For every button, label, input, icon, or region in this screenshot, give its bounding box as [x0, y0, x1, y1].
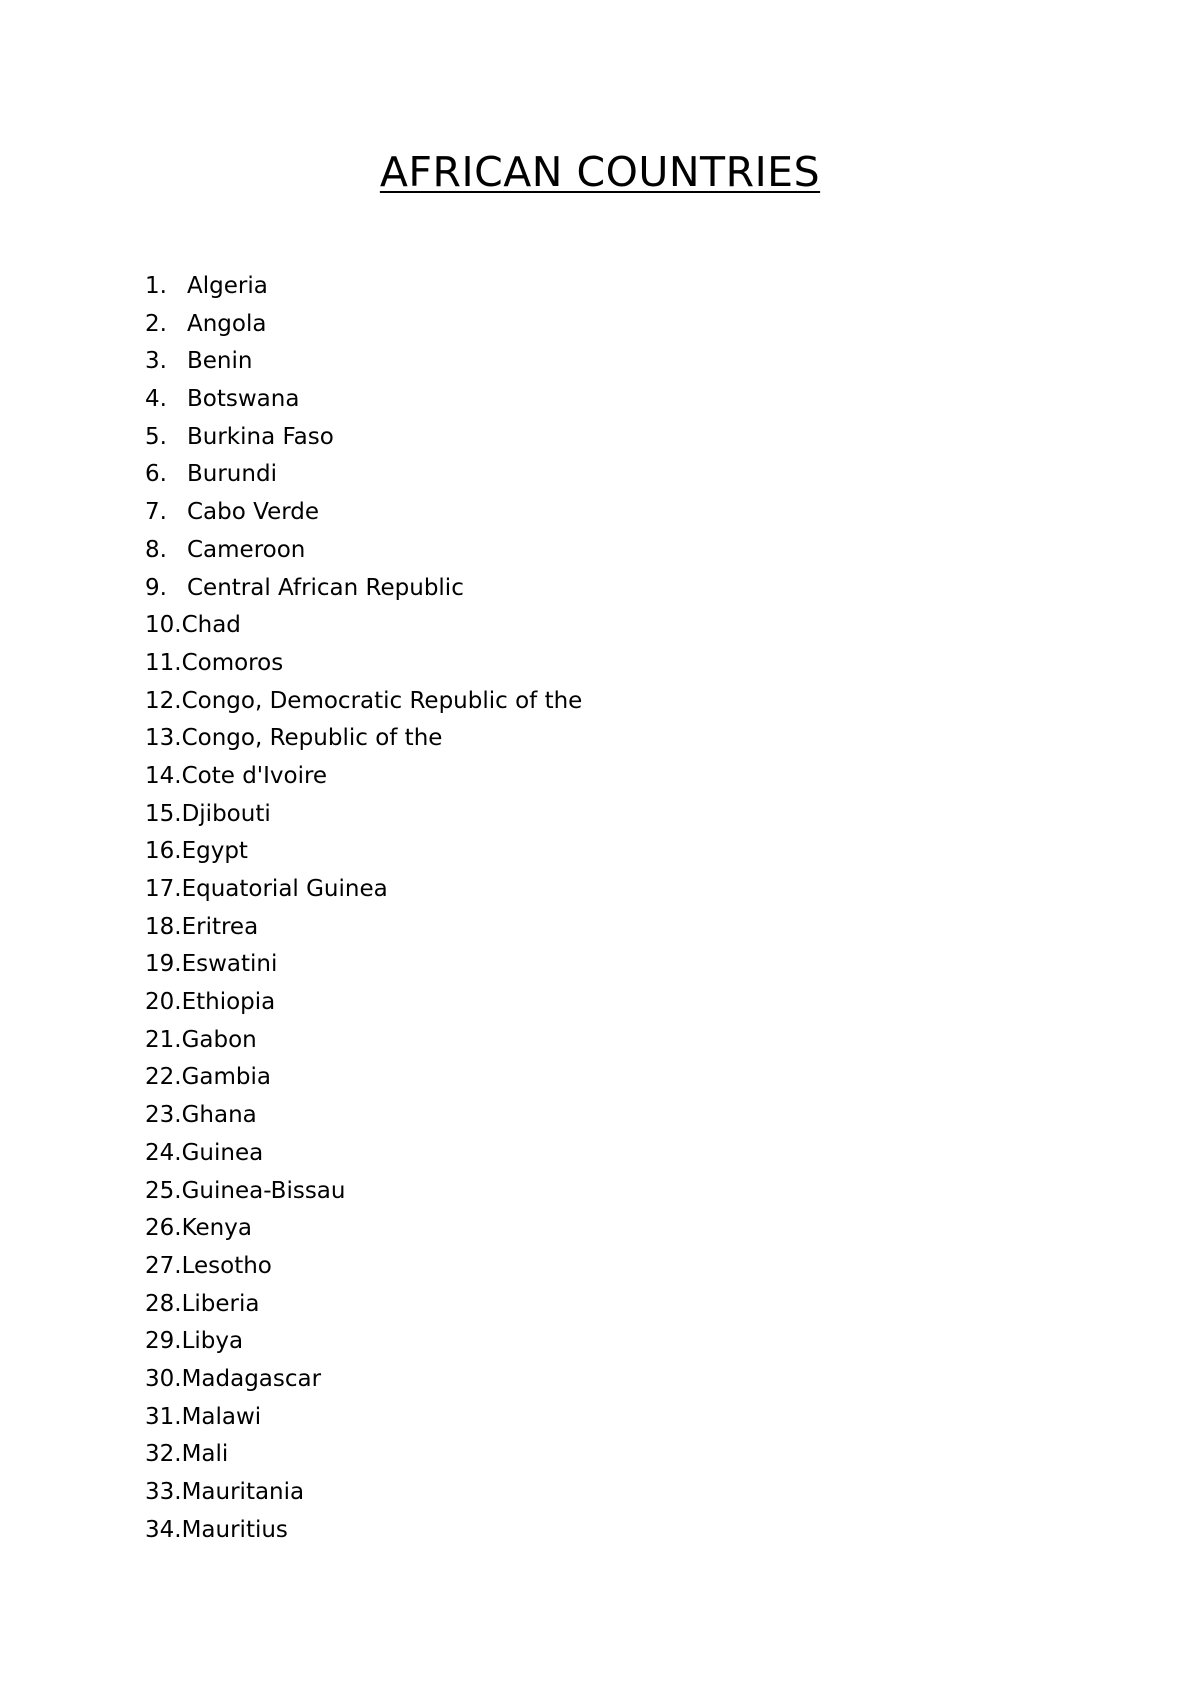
list-item: [145, 381, 582, 419]
list-item-number: 4.: [145, 386, 167, 413]
list-item-number: 16.: [145, 838, 182, 865]
list-item: [145, 833, 582, 871]
list-item: [145, 1173, 582, 1211]
list-item-number: 18.: [145, 913, 182, 940]
list-item: [145, 796, 582, 834]
list-item: [145, 984, 582, 1022]
list-item-number: 23.: [145, 1102, 182, 1129]
list-item: [145, 1286, 582, 1324]
list-item-country-name: Benin: [187, 348, 253, 375]
list-item-country-name: Guinea-Bissau: [181, 1177, 346, 1204]
list-item-country-name: Madagascar: [181, 1365, 322, 1392]
list-item-country-name: Cameroon: [187, 536, 306, 563]
list-item-number: 8.: [145, 536, 167, 563]
list-item-number: 1.: [145, 273, 167, 299]
list-item-number: 33.: [145, 1479, 182, 1505]
list-item: [145, 645, 582, 683]
list-item: [145, 758, 582, 796]
list-item: [145, 683, 582, 721]
list-item-number: 17.: [145, 876, 182, 902]
list-item: [145, 456, 582, 494]
list-item: [145, 1512, 582, 1550]
list-item-number: 3.: [145, 348, 167, 375]
list-item-country-name: Central African Republic: [187, 574, 464, 601]
list-item: [145, 871, 582, 909]
list-item-number: 25.: [145, 1177, 182, 1204]
list-item-country-name: Guinea: [181, 1139, 264, 1166]
list-item: [145, 532, 582, 570]
list-item-number: 9.: [145, 574, 167, 601]
list-item-country-name: Cote d'Ivoire: [181, 762, 328, 789]
list-item: [145, 570, 582, 608]
list-item: [145, 306, 582, 344]
list-item-country-name: Comoros: [181, 649, 284, 676]
list-item-country-name: Ghana: [181, 1102, 257, 1129]
list-item: [145, 1474, 582, 1512]
list-item: [145, 909, 582, 947]
list-item: [145, 1361, 582, 1399]
list-item-number: 28.: [145, 1290, 182, 1317]
list-item-number: 27.: [145, 1252, 182, 1279]
list-item-country-name: Angola: [187, 310, 267, 337]
list-item-number: 13.: [145, 725, 182, 752]
list-item: [145, 607, 582, 645]
list-item-number: 15.: [145, 800, 182, 827]
list-item-country-name: Ethiopia: [181, 989, 276, 1016]
list-item-country-name: Algeria: [187, 273, 268, 299]
document-title: [0, 146, 1200, 198]
list-item-country-name: Djibouti: [181, 800, 271, 827]
list-item-country-name: Gambia: [181, 1064, 271, 1091]
list-item: [145, 268, 582, 306]
list-item: [145, 1210, 582, 1248]
list-item: [145, 1323, 582, 1361]
list-item-country-name: Malawi: [181, 1403, 262, 1430]
list-item-number: 7.: [145, 499, 167, 526]
list-item-number: 19.: [145, 951, 182, 978]
list-item-country-name: Burkina Faso: [187, 423, 334, 450]
list-item: [145, 419, 582, 457]
list-item-number: 32.: [145, 1441, 182, 1468]
country-list: [145, 268, 582, 1549]
list-item: [145, 1436, 582, 1474]
list-item-number: 30.: [145, 1365, 182, 1392]
list-item-country-name: Mauritania: [181, 1479, 305, 1505]
list-item-country-name: Cabo Verde: [187, 499, 320, 526]
list-item: [145, 946, 582, 984]
list-item-number: 20.: [145, 989, 182, 1016]
list-item-number: 22.: [145, 1064, 182, 1091]
list-item-number: 6.: [145, 461, 167, 488]
list-item-country-name: Egypt: [181, 838, 248, 865]
list-item-number: 14.: [145, 762, 182, 789]
list-item-country-name: Mauritius: [181, 1516, 288, 1543]
list-item: [145, 720, 582, 758]
document-title-text: AFRICAN COUNTRIES: [379, 148, 821, 196]
list-item: [145, 1097, 582, 1135]
list-item-country-name: Libya: [181, 1328, 244, 1355]
list-item-country-name: Congo, Republic of the: [181, 725, 443, 752]
list-item: [145, 1248, 582, 1286]
list-item-number: 21.: [145, 1026, 182, 1053]
list-item-number: 31.: [145, 1403, 182, 1430]
list-item: [145, 343, 582, 381]
list-item-number: 2.: [145, 310, 167, 337]
list-item-country-name: Eritrea: [181, 913, 259, 940]
list-item: [145, 1399, 582, 1437]
list-item-country-name: Liberia: [181, 1290, 260, 1317]
list-item-country-name: Mali: [181, 1441, 229, 1468]
list-item-number: 29.: [145, 1328, 182, 1355]
list-item-country-name: Lesotho: [181, 1252, 272, 1279]
list-item-number: 24.: [145, 1139, 182, 1166]
list-item-country-name: Equatorial Guinea: [181, 876, 388, 902]
list-item-country-name: Eswatini: [181, 951, 278, 978]
list-item-number: 12.: [145, 687, 182, 714]
list-item: [145, 1059, 582, 1097]
list-item-number: 5.: [145, 423, 167, 450]
list-item-country-name: Gabon: [181, 1026, 257, 1053]
list-item: [145, 494, 582, 532]
list-item: [145, 1022, 582, 1060]
list-item-country-name: Kenya: [181, 1215, 252, 1242]
list-item-country-name: Congo, Democratic Republic of the: [181, 687, 583, 714]
list-item-country-name: Burundi: [187, 461, 277, 488]
list-item-country-name: Botswana: [187, 386, 300, 413]
list-item: [145, 1135, 582, 1173]
list-item-number: 26.: [145, 1215, 182, 1242]
list-item-number: 10.: [145, 612, 182, 639]
list-item-country-name: Chad: [181, 612, 241, 639]
list-item-number: 34.: [145, 1516, 182, 1543]
list-item-number: 11.: [145, 649, 182, 676]
